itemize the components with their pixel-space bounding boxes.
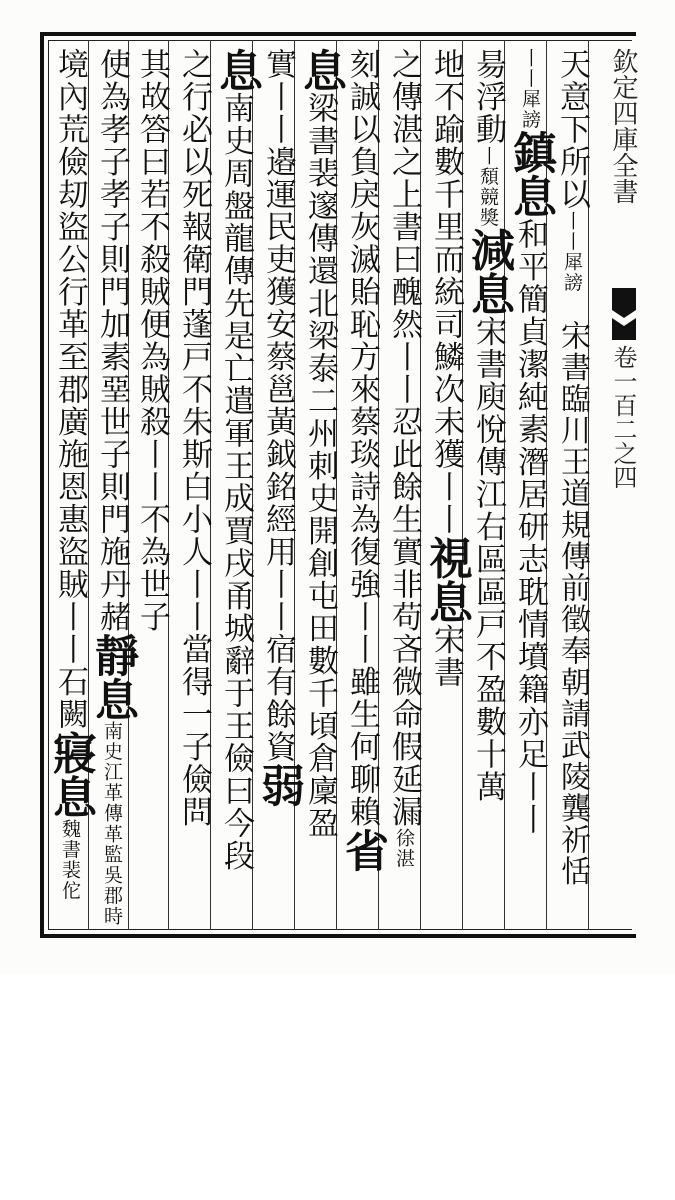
text-column-3 — [463, 48, 514, 928]
text-segment: 宋書臨川王道規傳前徵奉朝請武陵龔祈恬 — [555, 320, 590, 887]
text-column-9 — [211, 48, 262, 928]
text-column-8 — [253, 48, 304, 928]
text-segment: 魏書 — [59, 818, 81, 860]
headword: 視息 — [421, 535, 472, 624]
text-segment: 宋書庾悅傳江右區區戸不盈數十萬 — [470, 315, 506, 803]
bottom-border — [40, 934, 636, 938]
headword: 息 — [211, 48, 262, 92]
text-segment: 裴佗 — [59, 859, 81, 901]
margin-juan: 卷一百二之四 — [609, 345, 637, 489]
headword: 靜息 — [87, 633, 138, 721]
text-column-11 — [132, 48, 172, 928]
text-segment: 使為孝子孝子則門加素堊世子則門施丹赭 — [94, 48, 130, 633]
headword: 鎮息 — [505, 130, 556, 218]
text-column-2 — [505, 48, 556, 928]
text-segment: 丨丨犀謗 — [561, 210, 583, 293]
text-segment: 革監吳郡時 — [101, 823, 123, 926]
headword: 息 — [295, 48, 346, 92]
text-column-5 — [384, 48, 424, 928]
text-segment: 之傳湛之上書曰醜然丨丨忍此餘生實非苟吝微命假延漏 — [386, 48, 422, 828]
text-segment: 境內荒儉刧盜公行革至郡廣施恩惠盜賊丨丨石闕 — [52, 48, 88, 731]
text-column-6 — [337, 48, 388, 928]
text-column-1b — [552, 320, 592, 1200]
text-segment: 地不踰數千里而統司鱗次未獲丨丨 — [428, 48, 464, 536]
headword: 省 — [337, 828, 388, 872]
text-column-7 — [295, 48, 346, 928]
headword: 弱 — [253, 763, 304, 807]
text-segment: 實丨丨邉運民吏獲安蔡邕黃鉞銘經用丨丨宿有餘資 — [260, 48, 296, 763]
fishtail-mark — [612, 288, 636, 340]
headword: 寢息 — [45, 730, 96, 819]
text-segment: 徐湛 — [393, 828, 415, 869]
text-segment: 梁書裴邃傳還北梁泰二州刺史開創屯田數千頃倉廩盈 — [302, 92, 338, 840]
margin-header: 欽定四庫全書 — [608, 48, 638, 204]
text-column-13 — [45, 48, 96, 928]
text-segment: 昜浮動 — [470, 48, 506, 146]
text-column-12 — [87, 48, 138, 928]
text-segment: 丨頹競獎 — [477, 145, 499, 228]
text-column-10 — [174, 48, 214, 928]
text-segment: 南史江革傳 — [101, 721, 123, 824]
text-segment: 宋書 — [428, 623, 464, 689]
text-segment: 刻誠以負戾灰滅貽恥方來蔡琰詩為復強丨丨雖生何聊賴 — [344, 48, 380, 828]
text-column-4 — [421, 48, 472, 928]
text-segment: 和平簡貞潔純素潛居研志耽情墳籍亦足丨丨 — [512, 218, 548, 836]
headword: 減息 — [463, 227, 514, 316]
text-segment: 之行必以死報衛門蓬戸不朱斯白小人丨丨當得一子儉問 — [176, 48, 212, 828]
text-segment: 丨丨犀謗 — [519, 48, 541, 130]
text-segment: 其故答曰若不殺賊便為賊殺丨丨不為世子 — [134, 48, 170, 633]
text-segment: 南史周盤龍傳先是亡遣軍王成賈戌甬城辭于王儉曰今段 — [218, 92, 254, 872]
text-segment: 天意下所以 — [554, 48, 590, 211]
